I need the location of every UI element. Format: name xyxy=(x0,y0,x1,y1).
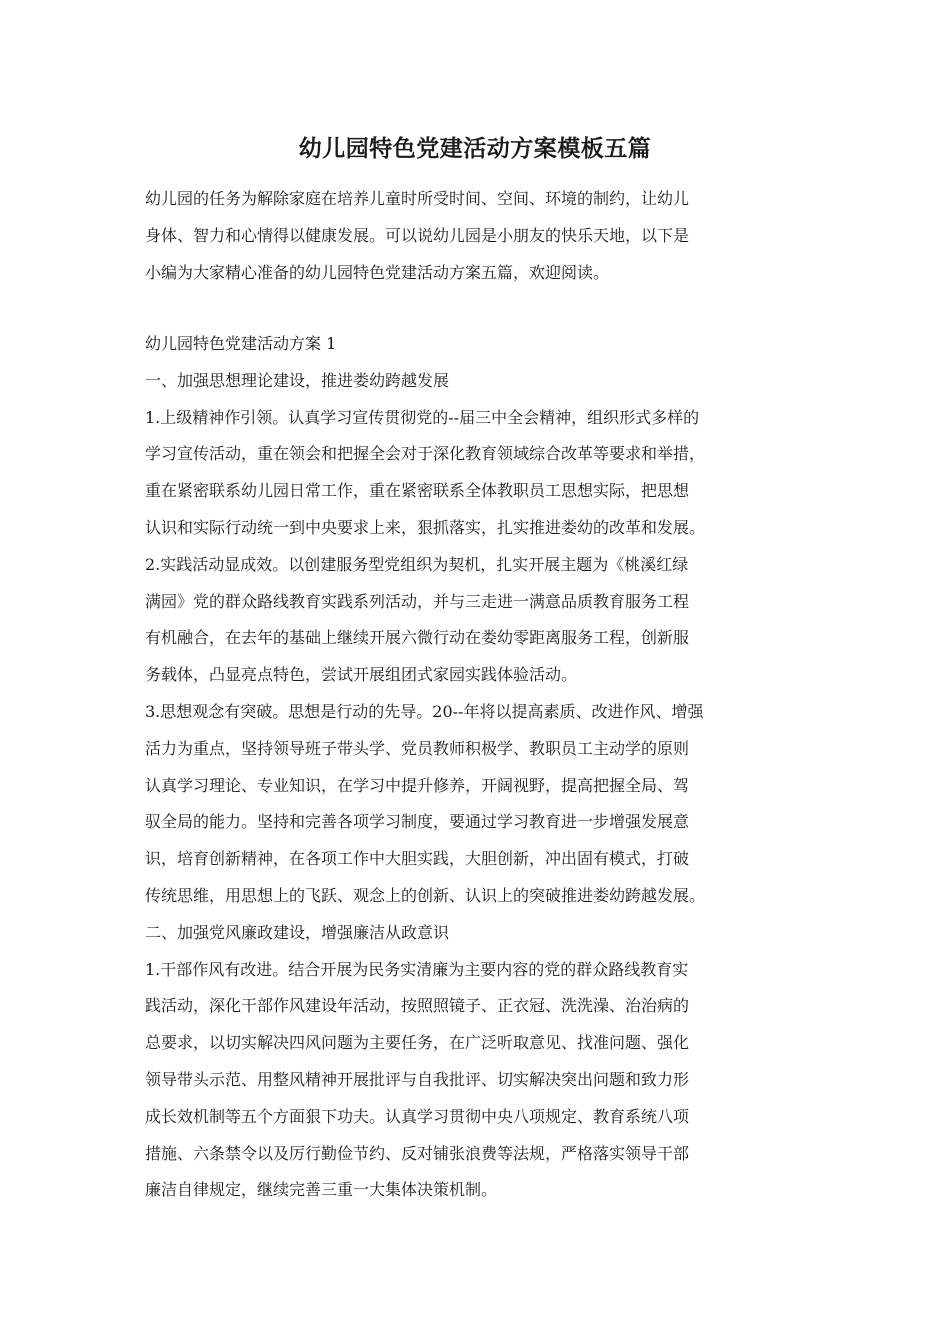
text-line: 廉洁自律规定，继续完善三重一大集体决策机制。 xyxy=(145,1180,498,1200)
text-line: 活力为重点，坚持领导班子带头学、党员教师积极学、教职员工主动学的原则 xyxy=(145,738,690,758)
text-line: 1.干部作风有改进。结合开展为民务实清廉为主要内容的党的群众路线教育实 xyxy=(145,959,689,979)
text-line: 认真学习理论、专业知识，在学习中提升修养，开阔视野，提高把握全局、驾 xyxy=(145,775,690,795)
text-line: 满园》党的群众路线教育实践系列活动，并与三走进一满意品质教育服务工程 xyxy=(145,591,690,611)
text-line: 有机融合，在去年的基础上继续开展六微行动在娄幼零距离服务工程，创新服 xyxy=(145,628,690,648)
text-line: 传统思维，用思想上的飞跃、观念上的创新、认识上的突破推进娄幼跨越发展。 xyxy=(145,885,706,905)
text-line: 2.实践活动显成效。以创建服务型党组织为契机，扎实开展主题为《桃溪红绿 xyxy=(145,554,689,574)
subsection-heading: 二、加强党风廉政建设，增强廉洁从政意识 xyxy=(145,922,450,942)
text-line: 措施、六条禁令以及厉行勤俭节约、反对铺张浪费等法规，严格落实领导干部 xyxy=(145,1143,690,1163)
text-line: 1.上级精神作引领。认真学习宣传贯彻党的--届三中全会精神，组织形式多样的 xyxy=(145,407,700,427)
section-heading: 幼儿园特色党建活动方案 1 xyxy=(145,334,337,353)
intro-paragraph xyxy=(145,181,825,291)
text-line: 幼儿园的任务为解除家庭在培养儿童时所受时间、空间、环境的制约，让幼儿 xyxy=(145,189,690,208)
text-line: 学习宣传活动，重在领会和把握全会对于深化教育领域综合改革等要求和举措， xyxy=(145,444,706,464)
text-line: 认识和实际行动统一到中央要求上来，狠抓落实，扎实推进娄幼的改革和发展。 xyxy=(145,517,706,537)
text-line: 识，培育创新精神，在各项工作中大胆实践，大胆创新，冲出固有模式，打破 xyxy=(145,849,690,869)
text-line: 践活动，深化干部作风建设年活动，按照照镜子、正衣冠、洗洗澡、治治病的 xyxy=(145,996,690,1016)
text-line: 成长效机制等五个方面狠下功夫。认真学习贯彻中央八项规定、教育系统八项 xyxy=(145,1106,690,1126)
text-line: 小编为大家精心准备的幼儿园特色党建活动方案五篇，欢迎阅读。 xyxy=(145,262,610,282)
text-line: 身体、智力和心情得以健康发展。可以说幼儿园是小朋友的快乐天地，以下是 xyxy=(145,225,690,245)
text-line: 重在紧密联系幼儿园日常工作，重在紧密联系全体教职员工思想实际，把思想 xyxy=(145,481,690,501)
text-line: 总要求，以切实解决四风问题为主要任务，在广泛听取意见、找准问题、强化 xyxy=(145,1033,690,1053)
document-title: 幼儿园特色党建活动方案模板五篇 xyxy=(298,135,652,162)
text-line: 3.思想观念有突破。思想是行动的先导。20--年将以提高素质、改进作风、增强 xyxy=(145,701,704,721)
text-line: 务载体，凸显亮点特色，尝试开展组团式家园实践体验活动。 xyxy=(145,665,578,685)
text-line: 领导带头示范、用整风精神开展批评与自我批评、切实解决突出问题和致力形 xyxy=(145,1069,690,1089)
text-line: 驭全局的能力。坚持和完善各项学习制度，要通过学习教育进一步增强发展意 xyxy=(145,812,690,832)
subsection-heading: 一、加强思想理论建设，推进娄幼跨越发展 xyxy=(145,370,450,390)
document-body xyxy=(145,326,825,1209)
